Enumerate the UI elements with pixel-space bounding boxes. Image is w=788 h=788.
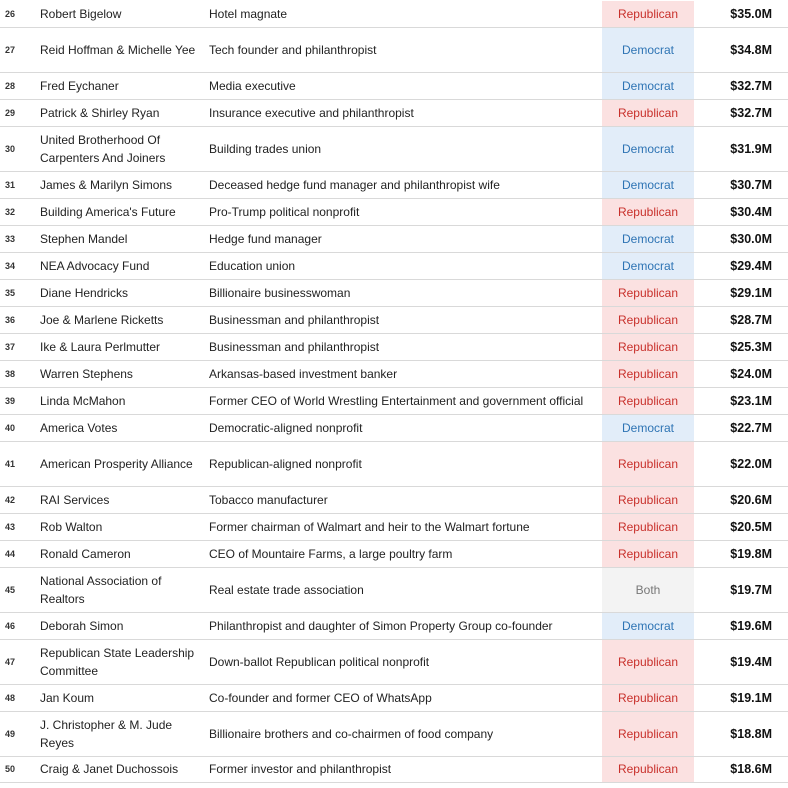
party-badge: Republican xyxy=(602,486,694,513)
description-cell: Democratic-aligned nonprofit xyxy=(209,420,363,435)
table-row xyxy=(0,639,788,684)
rank-cell: 37 xyxy=(5,341,16,352)
rank-cell: 31 xyxy=(5,179,16,190)
description-cell: Arkansas-based investment banker xyxy=(209,366,398,381)
description-cell: Insurance executive and philanthropist xyxy=(209,105,414,120)
donor-name-cell: Republican State Leadership Committee xyxy=(40,645,195,678)
donor-name-cell: Reid Hoffman & Michelle Yee xyxy=(40,42,196,57)
donor-name-cell: J. Christopher & M. Jude Reyes xyxy=(40,717,173,750)
rank-cell: 50 xyxy=(5,764,16,774)
party-badge: Republican xyxy=(602,540,694,567)
description-cell: Co-founder and former CEO of WhatsApp xyxy=(209,690,432,705)
table-row xyxy=(0,225,788,252)
donor-name-cell: James & Marilyn Simons xyxy=(40,177,173,192)
table-row xyxy=(0,360,788,387)
rank-cell: 39 xyxy=(5,395,16,406)
amount-cell: $32.7M xyxy=(730,105,772,120)
rank-cell: 33 xyxy=(5,233,16,244)
rank-cell: 30 xyxy=(5,143,16,154)
table-row xyxy=(0,414,788,441)
table-row xyxy=(0,99,788,126)
donor-name-cell: Warren Stephens xyxy=(40,366,133,381)
donor-name-cell: Building America's Future xyxy=(40,204,176,219)
rank-cell: 41 xyxy=(5,458,16,469)
donor-name-cell: Stephen Mandel xyxy=(40,231,128,246)
description-cell: Billionaire businesswoman xyxy=(209,285,351,300)
table-row xyxy=(0,1,788,27)
amount-cell: $23.1M xyxy=(730,393,772,408)
description-cell: Deceased hedge fund manager and philanthropist wife xyxy=(209,177,500,192)
party-badge: Democrat xyxy=(602,225,694,252)
table-row xyxy=(0,756,788,782)
amount-cell: $34.8M xyxy=(730,42,772,57)
rank-cell: 34 xyxy=(5,260,16,271)
donor-name-cell: Robert Bigelow xyxy=(40,6,122,21)
donor-name-cell: Patrick & Shirley Ryan xyxy=(40,105,160,120)
description-cell: Philanthropist and daughter of Simon Property Group co-founder xyxy=(209,618,553,633)
amount-cell: $19.1M xyxy=(730,690,772,705)
table-row xyxy=(0,198,788,225)
amount-cell: $29.1M xyxy=(730,285,772,300)
party-badge: Democrat xyxy=(602,414,694,441)
amount-cell: $22.7M xyxy=(730,420,772,435)
description-cell: Hotel magnate xyxy=(209,6,288,21)
party-badge: Republican xyxy=(602,306,694,333)
donor-name-cell: Fred Eychaner xyxy=(40,78,119,93)
amount-cell: $19.4M xyxy=(730,654,772,669)
amount-cell: $22.0M xyxy=(730,456,772,471)
description-cell: Tech founder and philanthropist xyxy=(209,42,377,57)
amount-cell: $19.6M xyxy=(730,618,772,633)
party-badge: Republican xyxy=(602,756,694,782)
donor-table-body xyxy=(0,1,788,782)
donor-name-cell: Ronald Cameron xyxy=(40,546,131,561)
donor-table xyxy=(0,1,788,783)
party-badge: Republican xyxy=(602,441,694,486)
table-row xyxy=(0,567,788,612)
party-badge: Republican xyxy=(602,387,694,414)
table-row xyxy=(0,126,788,171)
description-cell: Real estate trade association xyxy=(209,582,364,597)
amount-cell: $30.0M xyxy=(730,231,772,246)
donor-name-cell: American Prosperity Alliance xyxy=(40,456,193,471)
amount-cell: $31.9M xyxy=(730,141,772,156)
rank-cell: 47 xyxy=(5,656,16,667)
amount-cell: $35.0M xyxy=(730,6,772,21)
donor-name-cell: Rob Walton xyxy=(40,519,103,534)
donor-name-cell: Joe & Marlene Ricketts xyxy=(40,312,164,327)
description-cell: Building trades union xyxy=(209,141,322,156)
amount-cell: $32.7M xyxy=(730,78,772,93)
rank-cell: 40 xyxy=(5,422,16,433)
rank-cell: 44 xyxy=(5,548,16,559)
description-cell: CEO of Mountaire Farms, a large poultry farm xyxy=(209,546,453,561)
table-row xyxy=(0,306,788,333)
donor-name-cell: Jan Koum xyxy=(40,690,95,705)
party-badge: Republican xyxy=(602,1,694,27)
donor-name-cell: Diane Hendricks xyxy=(40,285,129,300)
rank-cell: 49 xyxy=(5,728,16,739)
party-badge: Republican xyxy=(602,711,694,756)
party-badge: Democrat xyxy=(602,612,694,639)
description-cell: Education union xyxy=(209,258,296,273)
description-cell: Former chairman of Walmart and heir to the Walmart fortune xyxy=(209,519,530,534)
description-cell: Pro-Trump political nonprofit xyxy=(209,204,360,219)
party-badge: Republican xyxy=(602,99,694,126)
donor-name-cell: RAI Services xyxy=(40,492,110,507)
amount-cell: $30.7M xyxy=(730,177,772,192)
donor-name-cell: Linda McMahon xyxy=(40,393,126,408)
table-row xyxy=(0,684,788,711)
rank-cell: 36 xyxy=(5,314,16,325)
amount-cell: $19.8M xyxy=(730,546,772,561)
party-badge: Democrat xyxy=(602,27,694,72)
table-row xyxy=(0,333,788,360)
table-row xyxy=(0,279,788,306)
donor-name-cell: Deborah Simon xyxy=(40,618,124,633)
donor-name-cell: National Association of Realtors xyxy=(40,573,162,606)
description-cell: Republican-aligned nonprofit xyxy=(209,456,362,471)
amount-cell: $20.5M xyxy=(730,519,772,534)
description-cell: Billionaire brothers and co-chairmen of food company xyxy=(209,726,494,741)
description-cell: Businessman and philanthropist xyxy=(209,312,380,327)
rank-cell: 48 xyxy=(5,692,16,703)
table-row xyxy=(0,27,788,72)
amount-cell: $18.8M xyxy=(730,726,772,741)
rank-cell: 43 xyxy=(5,521,16,532)
table-row xyxy=(0,387,788,414)
table-row xyxy=(0,711,788,756)
donor-name-cell: Craig & Janet Duchossois xyxy=(40,762,179,776)
amount-cell: $18.6M xyxy=(730,762,772,776)
party-badge: Republican xyxy=(602,639,694,684)
party-badge: Republican xyxy=(602,513,694,540)
amount-cell: $29.4M xyxy=(730,258,772,273)
table-row xyxy=(0,171,788,198)
description-cell: Former investor and philanthropist xyxy=(209,762,392,776)
table-row xyxy=(0,486,788,513)
table-row xyxy=(0,612,788,639)
amount-cell: $24.0M xyxy=(730,366,772,381)
description-cell: Tobacco manufacturer xyxy=(209,492,328,507)
table-row xyxy=(0,513,788,540)
amount-cell: $30.4M xyxy=(730,204,772,219)
rank-cell: 29 xyxy=(5,107,16,118)
rank-cell: 32 xyxy=(5,206,16,217)
amount-cell: $20.6M xyxy=(730,492,772,507)
donor-name-cell: Ike & Laura Perlmutter xyxy=(40,339,161,354)
donor-name-cell: NEA Advocacy Fund xyxy=(40,258,150,273)
party-badge: Democrat xyxy=(602,72,694,99)
party-badge: Republican xyxy=(602,333,694,360)
rank-cell: 42 xyxy=(5,494,16,505)
table-row xyxy=(0,441,788,486)
donor-name-cell: America Votes xyxy=(40,420,118,435)
rank-cell: 28 xyxy=(5,80,16,91)
table-row xyxy=(0,540,788,567)
description-cell: Hedge fund manager xyxy=(209,231,322,246)
party-badge: Republican xyxy=(602,684,694,711)
description-cell: Media executive xyxy=(209,78,296,93)
table-row xyxy=(0,72,788,99)
party-badge: Both xyxy=(602,567,694,612)
description-cell: Down-ballot Republican political nonprofit xyxy=(209,654,430,669)
rank-cell: 27 xyxy=(5,44,16,55)
description-cell: Businessman and philanthropist xyxy=(209,339,380,354)
amount-cell: $25.3M xyxy=(730,339,772,354)
rank-cell: 46 xyxy=(5,620,16,631)
party-badge: Democrat xyxy=(602,252,694,279)
rank-cell: 38 xyxy=(5,368,16,379)
party-badge: Democrat xyxy=(602,126,694,171)
rank-cell: 45 xyxy=(5,584,16,595)
amount-cell: $28.7M xyxy=(730,312,772,327)
party-badge: Republican xyxy=(602,279,694,306)
donor-name-cell: United Brotherhood Of Carpenters And Joiners xyxy=(40,132,166,165)
description-cell: Former CEO of World Wrestling Entertainment and government official xyxy=(209,393,584,408)
party-badge: Democrat xyxy=(602,171,694,198)
rank-cell: 35 xyxy=(5,287,16,298)
amount-cell: $19.7M xyxy=(730,582,772,597)
party-badge: Republican xyxy=(602,198,694,225)
rank-cell: 26 xyxy=(5,8,16,19)
table-row xyxy=(0,252,788,279)
party-badge: Republican xyxy=(602,360,694,387)
